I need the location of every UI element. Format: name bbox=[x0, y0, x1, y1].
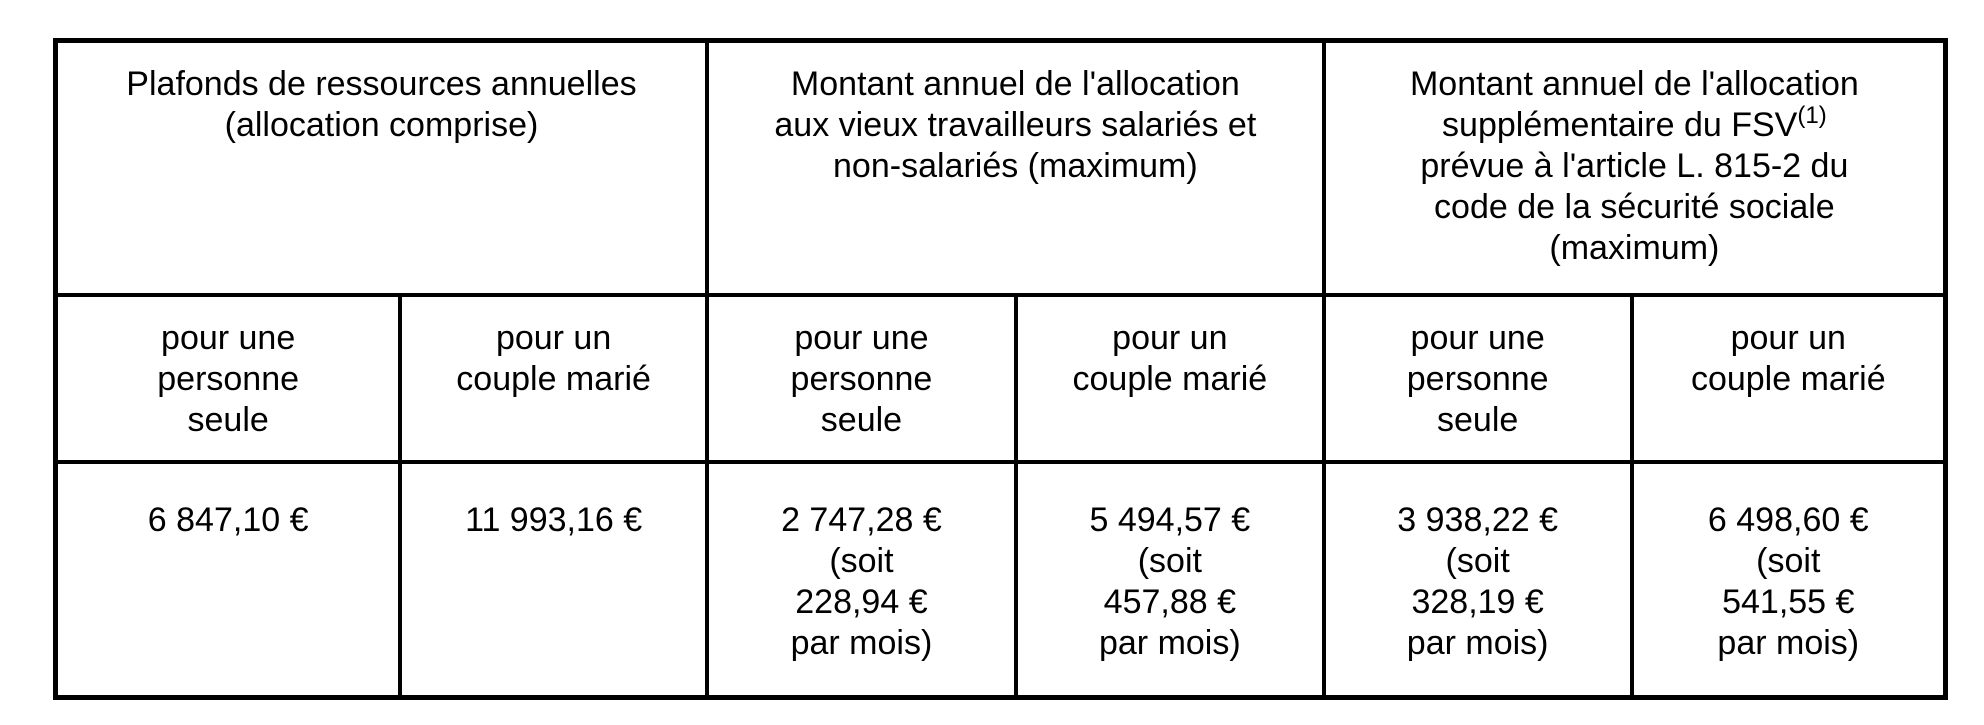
subheader-cell bbox=[1632, 295, 1943, 462]
header-row bbox=[58, 43, 1943, 295]
value-text: 228,94 € bbox=[795, 583, 928, 621]
header-text: (maximum) bbox=[1549, 229, 1720, 267]
header-text: Montant annuel de l'allocation bbox=[790, 65, 1240, 103]
subheader-cell bbox=[400, 295, 707, 462]
subheader-cell bbox=[1324, 295, 1632, 462]
subheader-text: personne bbox=[790, 360, 933, 398]
value-text: par mois) bbox=[790, 624, 933, 662]
subheader-text: personne bbox=[157, 360, 300, 398]
value-cell bbox=[400, 462, 707, 695]
header-cell-plafonds bbox=[58, 43, 707, 295]
footnote-marker: (1) bbox=[1797, 101, 1827, 129]
header-text: code de la sécurité sociale bbox=[1434, 188, 1835, 226]
header-text: aux vieux travailleurs salariés et bbox=[774, 106, 1257, 144]
subheader-cell bbox=[707, 295, 1016, 462]
value-cell bbox=[1324, 462, 1632, 695]
value-cell bbox=[1016, 462, 1324, 695]
value-text: 6 498,60 € bbox=[1707, 501, 1869, 539]
value-text: (soit bbox=[1137, 542, 1202, 580]
subheader-text: personne bbox=[1406, 360, 1549, 398]
subheader-text: pour une bbox=[794, 319, 929, 357]
header-text: non-salariés (maximum) bbox=[833, 147, 1198, 185]
value-text: par mois) bbox=[1098, 624, 1241, 662]
subheader-text: pour une bbox=[1410, 319, 1545, 357]
value-text: 3 938,22 € bbox=[1397, 501, 1558, 539]
subheader-row bbox=[58, 295, 1943, 462]
value-cell bbox=[58, 462, 400, 695]
values-row bbox=[58, 462, 1943, 695]
value-text: (soit bbox=[829, 542, 894, 580]
subheader-cell bbox=[58, 295, 400, 462]
value-text: 6 847,10 € bbox=[147, 501, 309, 539]
subheader-text: pour un bbox=[1112, 319, 1228, 357]
value-text: 2 747,28 € bbox=[781, 501, 942, 539]
value-text: 328,19 € bbox=[1411, 583, 1544, 621]
value-text: 457,88 € bbox=[1103, 583, 1237, 621]
allocation-table bbox=[58, 43, 1943, 695]
subheader-text: seule bbox=[820, 401, 903, 439]
value-text: 11 993,16 € bbox=[465, 501, 643, 539]
value-cell bbox=[1632, 462, 1943, 695]
subheader-text: pour un bbox=[1730, 319, 1846, 357]
subheader-cell bbox=[1016, 295, 1324, 462]
value-text: par mois) bbox=[1717, 624, 1860, 662]
header-text: (allocation comprise) bbox=[224, 106, 539, 144]
subheader-text: seule bbox=[187, 401, 269, 439]
value-text: (soit bbox=[1445, 542, 1510, 580]
subheader-text: couple marié bbox=[1072, 360, 1268, 398]
value-text: (soit bbox=[1756, 542, 1821, 580]
allocation-table-frame bbox=[53, 38, 1948, 700]
subheader-text: couple marié bbox=[456, 360, 651, 398]
header-text: supplémentaire du FSV bbox=[1442, 106, 1798, 144]
subheader-text: pour une bbox=[161, 319, 296, 357]
value-text: par mois) bbox=[1406, 624, 1549, 662]
subheader-text: seule bbox=[1437, 401, 1519, 439]
header-cell-allocation-vieux-travailleurs bbox=[707, 43, 1324, 295]
subheader-text: pour un bbox=[495, 319, 612, 357]
header-text: Montant annuel de l'allocation bbox=[1409, 65, 1859, 103]
value-cell bbox=[707, 462, 1016, 695]
value-text: 541,55 € bbox=[1722, 583, 1855, 621]
header-cell-allocation-fsv bbox=[1324, 43, 1943, 295]
value-text: 5 494,57 € bbox=[1089, 501, 1251, 539]
header-text-with-footnote bbox=[1336, 101, 1933, 146]
header-text: prévue à l'article L. 815-2 du bbox=[1420, 147, 1849, 185]
subheader-text: couple marié bbox=[1690, 360, 1886, 398]
header-text: Plafonds de ressources annuelles bbox=[126, 65, 637, 103]
